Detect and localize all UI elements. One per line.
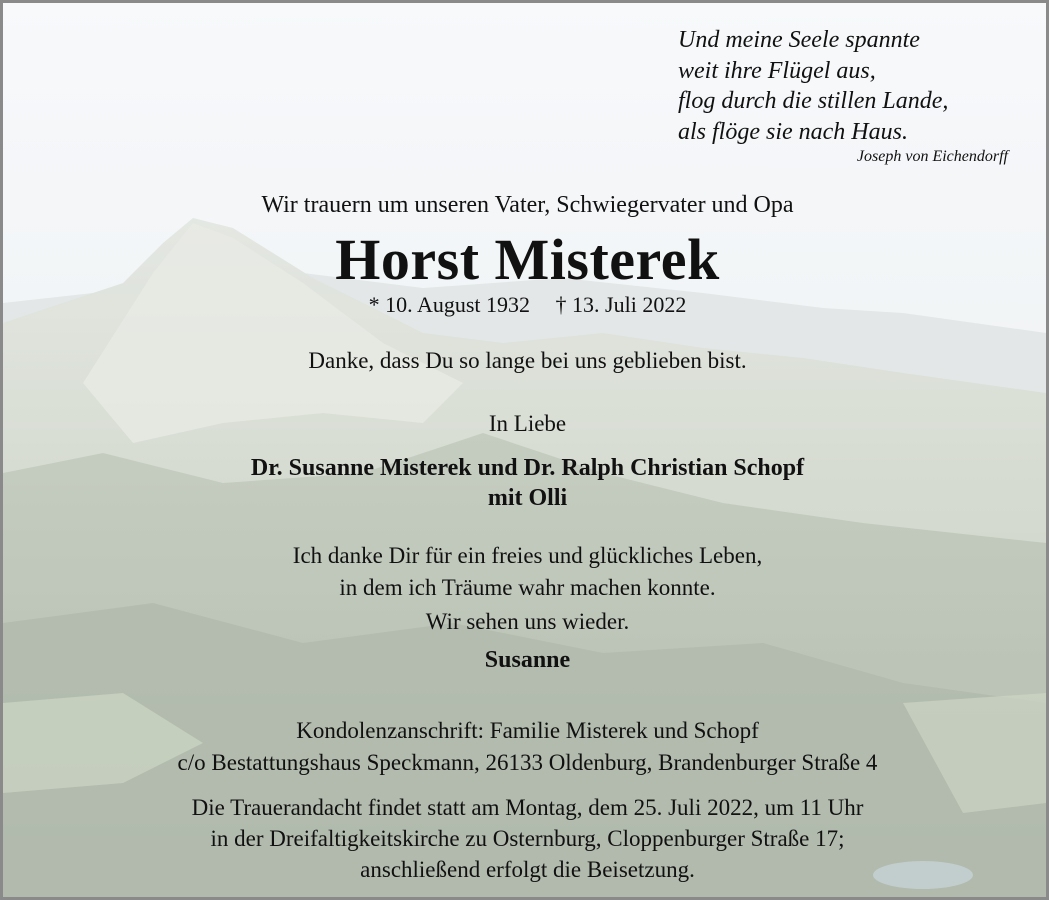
funeral-details [3, 792, 1049, 885]
address-line: Kondolenzanschrift: Familie Misterek und Schopf [296, 718, 759, 743]
message-line: in dem ich Träume wahr machen konnte. [339, 575, 716, 600]
in-love-line: In Liebe [488, 411, 567, 436]
poem-line: als flöge sie nach Haus. [678, 118, 908, 145]
life-dates [3, 292, 1049, 318]
death-date: † 13. Juli 2022 [555, 292, 687, 317]
poem-quote [678, 25, 1038, 167]
personal-message [3, 540, 1049, 604]
family-line: Dr. Susanne Misterek und Dr. Ralph Christian Schopf [250, 455, 805, 481]
birth-date: * 10. August 1932 [368, 292, 531, 317]
mourning-intro: Wir trauern um unseren Vater, Schwiegervater und Opa [261, 192, 794, 218]
poem-line: weit ihre Flügel aus, [678, 57, 876, 84]
signature-name: Susanne [484, 647, 571, 673]
poem-author: Joseph von Eichendorff [856, 148, 1008, 165]
funeral-line: in der Dreifaltigkeitskirche zu Osternburg, Cloppenburger Straße 17; [210, 826, 845, 851]
funeral-line: Die Trauerandacht findet statt am Montag, dem 25. Juli 2022, um 11 Uhr [191, 795, 864, 820]
family-names [3, 453, 1049, 513]
address-line: c/o Bestattungshaus Speckmann, 26133 Oldenburg, Brandenburger Straße 4 [177, 750, 878, 775]
condolence-address [3, 715, 1049, 779]
message-line: Ich danke Dir für ein freies und glückliches Leben, [292, 543, 763, 568]
poem-line: Und meine Seele spannte [678, 27, 920, 53]
funeral-line: anschließend erfolgt die Beisetzung. [360, 857, 695, 882]
deceased-name: Horst Misterek [335, 227, 720, 292]
family-line: mit Olli [487, 485, 568, 511]
see-again-line: Wir sehen uns wieder. [425, 609, 630, 634]
obituary-content [3, 3, 1046, 897]
thanks-line: Danke, dass Du so lange bei uns geblieben bist. [308, 348, 747, 373]
poem-line: flog durch die stillen Lande, [678, 88, 949, 114]
